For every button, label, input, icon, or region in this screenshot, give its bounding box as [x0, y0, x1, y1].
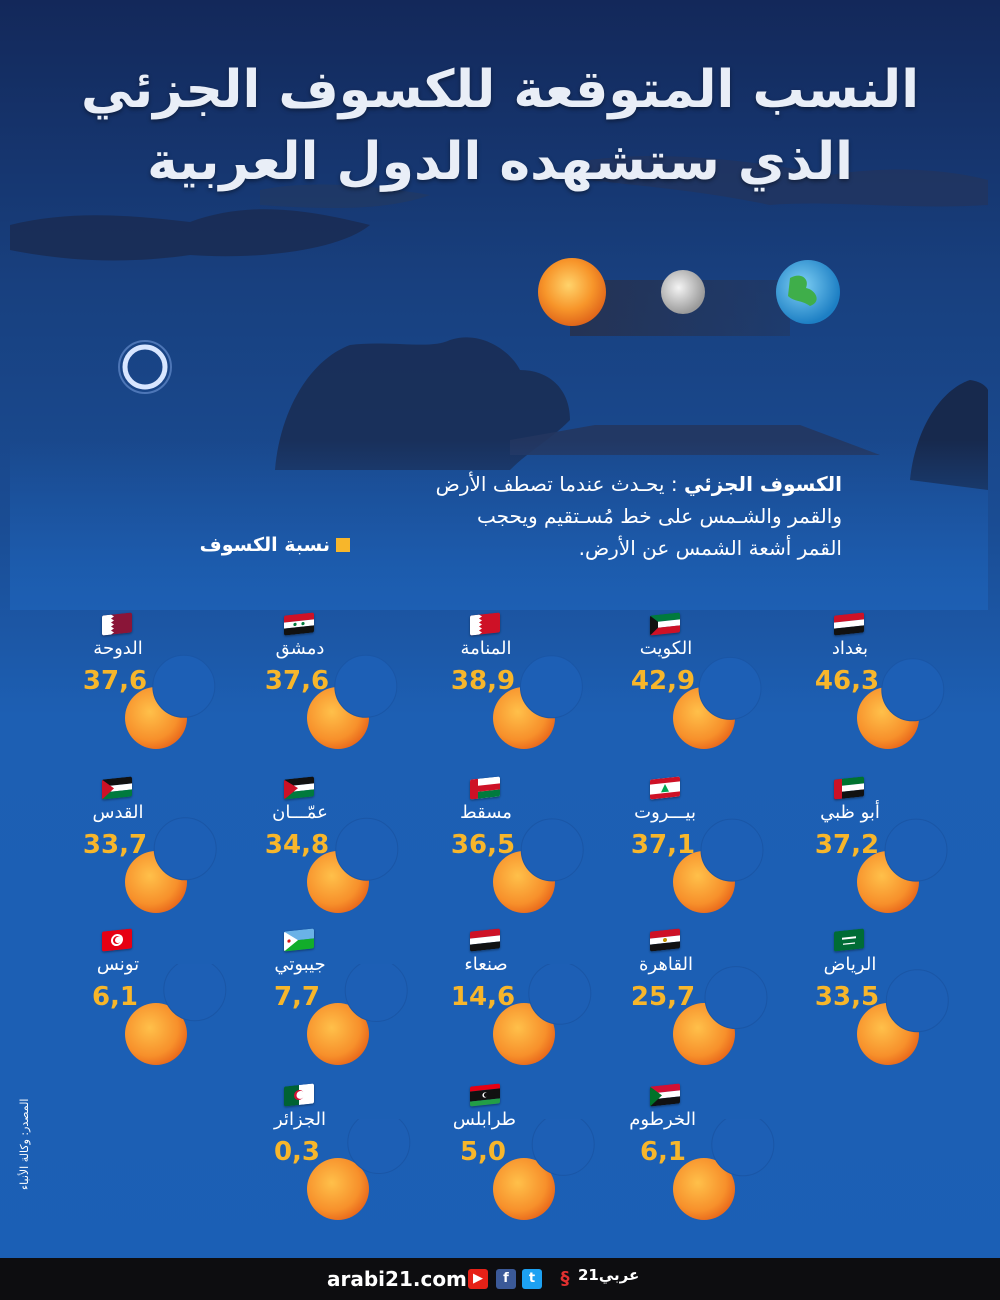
eclipse-graphic	[298, 964, 428, 1074]
eclipse-graphic	[848, 964, 978, 1074]
description	[430, 468, 842, 564]
flag-icon-iraq	[834, 612, 864, 635]
eclipse-percent: 0,3	[273, 1137, 321, 1167]
city-name: الخرطوم	[629, 1109, 696, 1130]
city-beirut	[630, 778, 776, 928]
facebook-icon[interactable]: f	[496, 1269, 516, 1289]
eclipse-graphic	[484, 812, 614, 922]
eclipse-graphic	[484, 964, 614, 1074]
city-damascus	[264, 614, 410, 764]
flag-icon-uae	[834, 776, 864, 799]
moon-disc	[712, 1119, 774, 1176]
eclipse-graphic	[116, 812, 246, 922]
city-amman	[264, 778, 410, 928]
eclipse-graphic	[484, 1119, 614, 1229]
description-text: : يحـدث عندما تصطف الأرض والقمر والشـمس على خط مُسـتقيم ويحجب القمر أشعة الشمس عن الأرض.	[435, 472, 842, 560]
city-name: تونس	[96, 954, 140, 975]
eclipse-graphic	[848, 648, 978, 758]
eclipse-percent: 37,2	[814, 830, 880, 860]
legend-swatch	[336, 538, 350, 552]
city-jerusalem	[82, 778, 228, 928]
eclipse-percent: 46,3	[814, 666, 880, 696]
city-name: بيـــروت	[634, 802, 696, 823]
site-link[interactable]: arabi21.com	[327, 1267, 467, 1291]
eclipse-percent: 33,5	[814, 982, 880, 1012]
city-kuwait	[630, 614, 776, 764]
flag-icon-djibouti	[284, 928, 314, 951]
legend-label: نسبة الكسوف	[199, 534, 330, 556]
city-name: الكويت	[639, 638, 693, 659]
flag-icon-palestine	[102, 776, 132, 799]
city-djibouti	[270, 930, 410, 1080]
city-abu-dhabi	[814, 778, 960, 928]
moon-disc	[164, 964, 226, 1021]
city-name: القاهرة	[639, 954, 693, 975]
city-baghdad	[814, 614, 960, 764]
flag-icon-jordan	[284, 776, 314, 799]
moon-disc	[153, 655, 215, 717]
eclipse-percent: 38,9	[450, 666, 516, 696]
city-name: طرابلس	[452, 1109, 516, 1130]
eclipse-graphic	[664, 964, 794, 1074]
eclipse-graphic	[664, 648, 794, 758]
moon-disc	[336, 818, 398, 880]
city-name: الرياض	[823, 954, 877, 975]
city-sanaa	[450, 930, 596, 1080]
eclipse-graphic	[298, 648, 428, 758]
page-title-line1: النسب المتوقعة للكسوف الجزئي	[80, 60, 920, 120]
city-tripoli	[452, 1085, 596, 1235]
city-name: أبو ظبي	[820, 802, 880, 823]
eclipse-percent: 37,6	[82, 666, 148, 696]
eclipse-percent: 7,7	[273, 982, 321, 1012]
city-name: المنامة	[460, 638, 512, 659]
page-title-line2: الذي ستشهده الدول العربية	[147, 132, 853, 192]
youtube-icon[interactable]: ▶	[468, 1269, 488, 1289]
eclipse-graphic	[116, 964, 246, 1074]
city-name: صنعاء	[464, 954, 508, 975]
flag-icon-algeria	[284, 1083, 314, 1106]
flag-icon-libya	[470, 1083, 500, 1106]
eclipse-graphic	[298, 812, 428, 922]
flag-icon-qatar	[102, 612, 132, 635]
city-name: بغداد	[831, 638, 869, 659]
eclipse-percent: 25,7	[630, 982, 696, 1012]
flag-icon-yemen	[470, 928, 500, 951]
eclipse-graphic	[116, 648, 246, 758]
flag-icon-sudan	[650, 1083, 680, 1106]
moon-disc	[886, 970, 948, 1032]
moon-disc	[885, 819, 947, 881]
city-name: الجزائر	[274, 1109, 326, 1130]
eclipse-percent: 34,8	[264, 830, 330, 860]
source-credit: المصدر: وكالة الأنباء	[18, 1098, 31, 1190]
moon-disc	[701, 819, 763, 881]
city-riyadh	[814, 930, 960, 1080]
footer-bar	[0, 1258, 1000, 1300]
moon-disc	[699, 657, 761, 719]
eclipse-percent: 33,7	[82, 830, 148, 860]
city-name: الدوحة	[93, 638, 143, 659]
flag-icon-kuwait	[650, 612, 680, 635]
moon-disc	[529, 964, 591, 1024]
moon-disc	[520, 656, 582, 718]
eclipse-percent: 6,1	[91, 982, 139, 1012]
legend	[150, 534, 350, 556]
moon-disc	[348, 1119, 410, 1174]
eclipse-graphic	[484, 648, 614, 758]
city-tunis	[88, 930, 228, 1080]
eclipse-graphic	[298, 1119, 428, 1229]
city-name: القدس	[92, 802, 144, 823]
eclipse-percent: 37,1	[630, 830, 696, 860]
eclipse-percent: 37,6	[264, 666, 330, 696]
city-muscat	[450, 778, 596, 928]
eclipse-percent: 14,6	[450, 982, 516, 1012]
moon-disc	[345, 964, 407, 1022]
flag-icon-egypt	[650, 928, 680, 951]
brand-logo-icon: §	[560, 1268, 570, 1289]
city-name: مسقط	[460, 802, 512, 823]
moon-disc	[705, 967, 767, 1029]
eclipse-graphic	[664, 1119, 794, 1229]
city-khartoum	[629, 1085, 776, 1235]
eclipse-percent: 42,9	[630, 666, 696, 696]
flag-icon-saudi	[834, 928, 864, 951]
city-name: جيبوتي	[274, 954, 326, 975]
moon-disc	[532, 1119, 594, 1175]
flag-icon-syria	[284, 612, 314, 635]
flag-icon-tunisia	[102, 928, 132, 951]
city-manama	[450, 614, 596, 764]
eclipse-percent: 36,5	[450, 830, 516, 860]
city-name: دمشق	[275, 638, 325, 659]
flag-icon-bahrain	[470, 612, 500, 635]
eclipse-percent: 6,1	[639, 1137, 687, 1167]
flag-icon-lebanon	[650, 776, 680, 799]
moon-disc	[521, 819, 583, 881]
city-name: عمّـــان	[272, 802, 328, 823]
description-term: الكسوف الجزئي	[683, 472, 842, 496]
eclipse-graphic	[848, 812, 978, 922]
moon-disc	[154, 818, 216, 880]
flag-icon-oman	[470, 776, 500, 799]
eclipse-graphic	[664, 812, 794, 922]
eclipse-percent: 5,0	[459, 1137, 507, 1167]
city-doha	[82, 614, 228, 764]
moon-disc	[335, 655, 397, 717]
twitter-icon[interactable]: t	[522, 1269, 542, 1289]
city-cairo	[630, 930, 776, 1080]
city-algiers	[270, 1085, 410, 1235]
brand-name: عربي21	[578, 1266, 640, 1284]
